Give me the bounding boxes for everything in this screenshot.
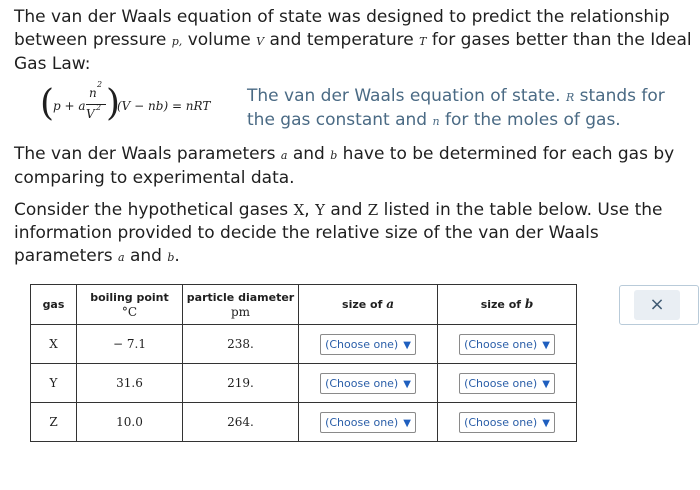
cell-size-a [299, 325, 438, 364]
parameters-text [14, 143, 698, 190]
eq-denominator: V [86, 107, 95, 121]
triangle-down-icon: ▼ [542, 339, 550, 351]
header-particle-diameter [183, 285, 299, 325]
header-size-a-var: a [386, 297, 394, 311]
header-size-b [438, 285, 577, 325]
var-n: n [432, 115, 440, 128]
params-part2: and [287, 144, 331, 164]
eq-open-paren: ( [40, 83, 55, 124]
cell-size-b [438, 364, 577, 403]
cell-size-b [438, 403, 577, 442]
header-size-b-var: b [524, 297, 534, 311]
var-t: T [419, 35, 427, 48]
cell-size-a [299, 403, 438, 442]
header-bp-unit: °C [121, 304, 138, 319]
equation-caption [247, 85, 687, 133]
params-part3: have to be determined for each gas by comparing to experimental data. [14, 144, 675, 188]
dropdown-value: (Choose one) [464, 376, 538, 390]
eq-rest: (V − nb) = nRT [117, 99, 211, 113]
intro-text-part3: and temperature [264, 30, 420, 50]
table-row [31, 364, 577, 403]
triangle-down-icon: ▼ [403, 417, 411, 429]
caption-part2: stands for the gas constant and [247, 86, 665, 130]
header-pd-unit: pm [230, 304, 251, 319]
gas-y-label: Y [315, 201, 325, 219]
dropdown-value: (Choose one) [464, 415, 538, 429]
triangle-down-icon: ▼ [403, 339, 411, 351]
size-b-dropdown-x[interactable] [459, 334, 555, 355]
consider-part4: . [174, 246, 180, 266]
answer-tools-panel [619, 285, 699, 325]
header-size-b-label: size of [480, 298, 525, 311]
consider-part3: and [124, 246, 168, 266]
var-p: p, [171, 35, 183, 48]
header-size-a-label: size of [342, 298, 387, 311]
cell-size-b [438, 325, 577, 364]
table-header-row [31, 285, 577, 325]
van-der-waals-equation [38, 80, 238, 132]
var-a: a [280, 149, 288, 162]
gas-z-label: Z [367, 201, 379, 219]
gas-x-label: X [293, 201, 305, 219]
instructions-text [14, 199, 698, 269]
var-b: b [167, 251, 175, 264]
size-b-dropdown-y[interactable] [459, 373, 555, 394]
intro-text-part4: for gases better than the Ideal Gas Law: [14, 30, 692, 74]
var-a: a [118, 251, 125, 264]
size-a-dropdown-x[interactable] [320, 334, 416, 355]
consider-sep2: and [324, 200, 368, 220]
cell-gas: Y [31, 364, 77, 403]
size-b-dropdown-z[interactable] [459, 412, 555, 433]
consider-part1: Consider the hypothetical gases [14, 200, 294, 220]
dropdown-value: (Choose one) [464, 337, 538, 351]
cell-boiling-point: 10.0 [77, 403, 183, 442]
gas-data-table [30, 284, 577, 442]
consider-part2: listed in the table below. Use the information provided to decide the relative size of the van der Waals parameters [14, 200, 663, 266]
caption-part3: for the moles of gas. [439, 110, 621, 130]
table-row [31, 403, 577, 442]
intro-text [14, 6, 698, 76]
eq-close-paren: ) [106, 83, 121, 124]
header-gas: gas [31, 285, 77, 325]
header-bp-label: boiling point [90, 290, 169, 304]
caption-part1: The van der Waals equation of state. [247, 86, 566, 106]
consider-sep1: , [304, 200, 316, 220]
var-b: b [330, 149, 338, 162]
intro-text-part1: The van der Waals equation of state was designed to predict the relationship between pressure [14, 7, 670, 50]
size-a-dropdown-z[interactable] [320, 412, 416, 433]
dropdown-value: (Choose one) [325, 337, 399, 351]
cell-size-a [299, 364, 438, 403]
cell-particle-diameter: 219. [183, 364, 299, 403]
var-v: V [256, 35, 265, 48]
triangle-down-icon: ▼ [542, 417, 550, 429]
size-a-dropdown-y[interactable] [320, 373, 416, 394]
params-part1: The van der Waals parameters [14, 144, 281, 164]
eq-p-plus-a: p + a [53, 99, 86, 113]
triangle-down-icon: ▼ [542, 378, 550, 390]
triangle-down-icon: ▼ [403, 378, 411, 390]
eq-numerator-exp: 2 [97, 80, 103, 89]
table-row [31, 325, 577, 364]
cell-gas: X [31, 325, 77, 364]
header-pd-label: particle diameter [186, 290, 295, 304]
cell-particle-diameter: 238. [183, 325, 299, 364]
intro-text-part2: volume [182, 30, 257, 50]
var-r: R [565, 91, 575, 104]
clear-answer-button[interactable] [634, 290, 680, 320]
dropdown-value: (Choose one) [325, 415, 399, 429]
cell-gas: Z [31, 403, 77, 442]
header-size-a [299, 285, 438, 325]
header-boiling-point [77, 285, 183, 325]
cell-boiling-point: − 7.1 [77, 325, 183, 364]
close-icon: × [649, 294, 665, 315]
cell-boiling-point: 31.6 [77, 364, 183, 403]
eq-denominator-exp: 2 [96, 103, 102, 112]
dropdown-value: (Choose one) [325, 376, 399, 390]
cell-particle-diameter: 264. [183, 403, 299, 442]
eq-numerator: n [89, 86, 97, 100]
